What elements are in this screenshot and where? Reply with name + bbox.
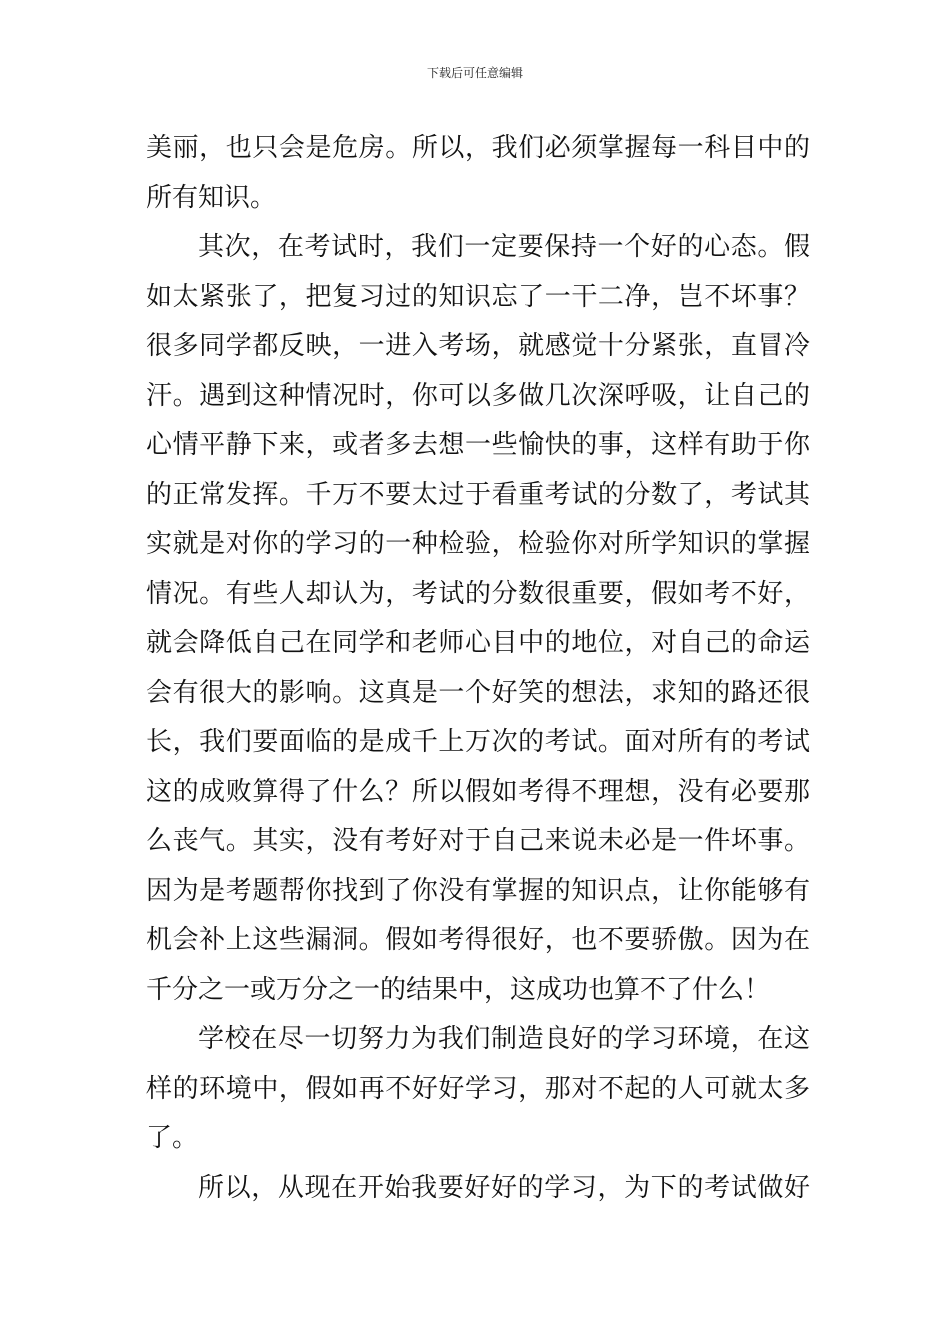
text-line: 所以，从现在开始我要好好的学习，为下的考试做好 (198, 1172, 810, 1203)
text-line: 的正常发挥。千万不要太过于看重考试的分数了，考试其 (146, 479, 810, 510)
text-line: 学校在尽一切努力为我们制造良好的学习环境，在这 (198, 1024, 810, 1054)
text-line: 这的成败算得了什么？所以假如考得不理想，没有必要那 (146, 776, 810, 807)
paragraph-3 (146, 1015, 810, 1164)
text-line: 机会补上这些漏洞。假如考得很好，也不要骄傲。因为在 (146, 925, 810, 955)
document-body (146, 124, 810, 1213)
text-line: 实就是对你的学习的一种检验，检验你对所学知识的掌握 (146, 529, 810, 559)
paragraph-4 (146, 1164, 810, 1214)
text-line: 千分之一或万分之一的结果中，这成功也算不了什么！ (146, 974, 771, 1005)
paragraph-1 (146, 124, 810, 223)
text-line: 心情平静下来，或者多去想一些愉快的事，这样有助于你 (146, 430, 810, 460)
text-line: 就会降低自己在同学和老师心目中的地位，对自己的命运 (146, 628, 810, 658)
text-line: 所有知识。 (146, 182, 277, 213)
text-line: 很多同学都反映，一进入考场，就感觉十分紧张，直冒冷 (146, 331, 810, 361)
text-line: 了。 (146, 1123, 199, 1153)
text-line: 其次，在考试时，我们一定要保持一个好的心态。假 (198, 232, 810, 262)
text-line: 美丽，也只会是危房。所以，我们必须掌握每一科目中的 (146, 133, 810, 163)
page-header: 下载后可任意编辑 (426, 66, 523, 80)
text-line: 长，我们要面临的是成千上万次的考试。面对所有的考试 (146, 727, 810, 757)
text-line: 因为是考题帮你找到了你没有掌握的知识点，让你能够有 (146, 875, 810, 906)
paragraph-2 (146, 223, 810, 1015)
text-line: 么丧气。其实，没有考好对于自己来说未必是一件坏事。 (146, 826, 810, 856)
text-line: 汗。遇到这种情况时，你可以多做几次深呼吸，让自己的 (146, 380, 810, 411)
text-line: 如太紧张了，把复习过的知识忘了一干二净，岂不坏事？ (146, 281, 810, 312)
text-line: 样的环境中，假如再不好好学习，那对不起的人可就太多 (146, 1073, 810, 1104)
text-line: 会有很大的影响。这真是一个好笑的想法，求知的路还很 (146, 677, 810, 708)
text-line: 情况。有些人却认为，考试的分数很重要，假如考不好， (146, 578, 810, 609)
